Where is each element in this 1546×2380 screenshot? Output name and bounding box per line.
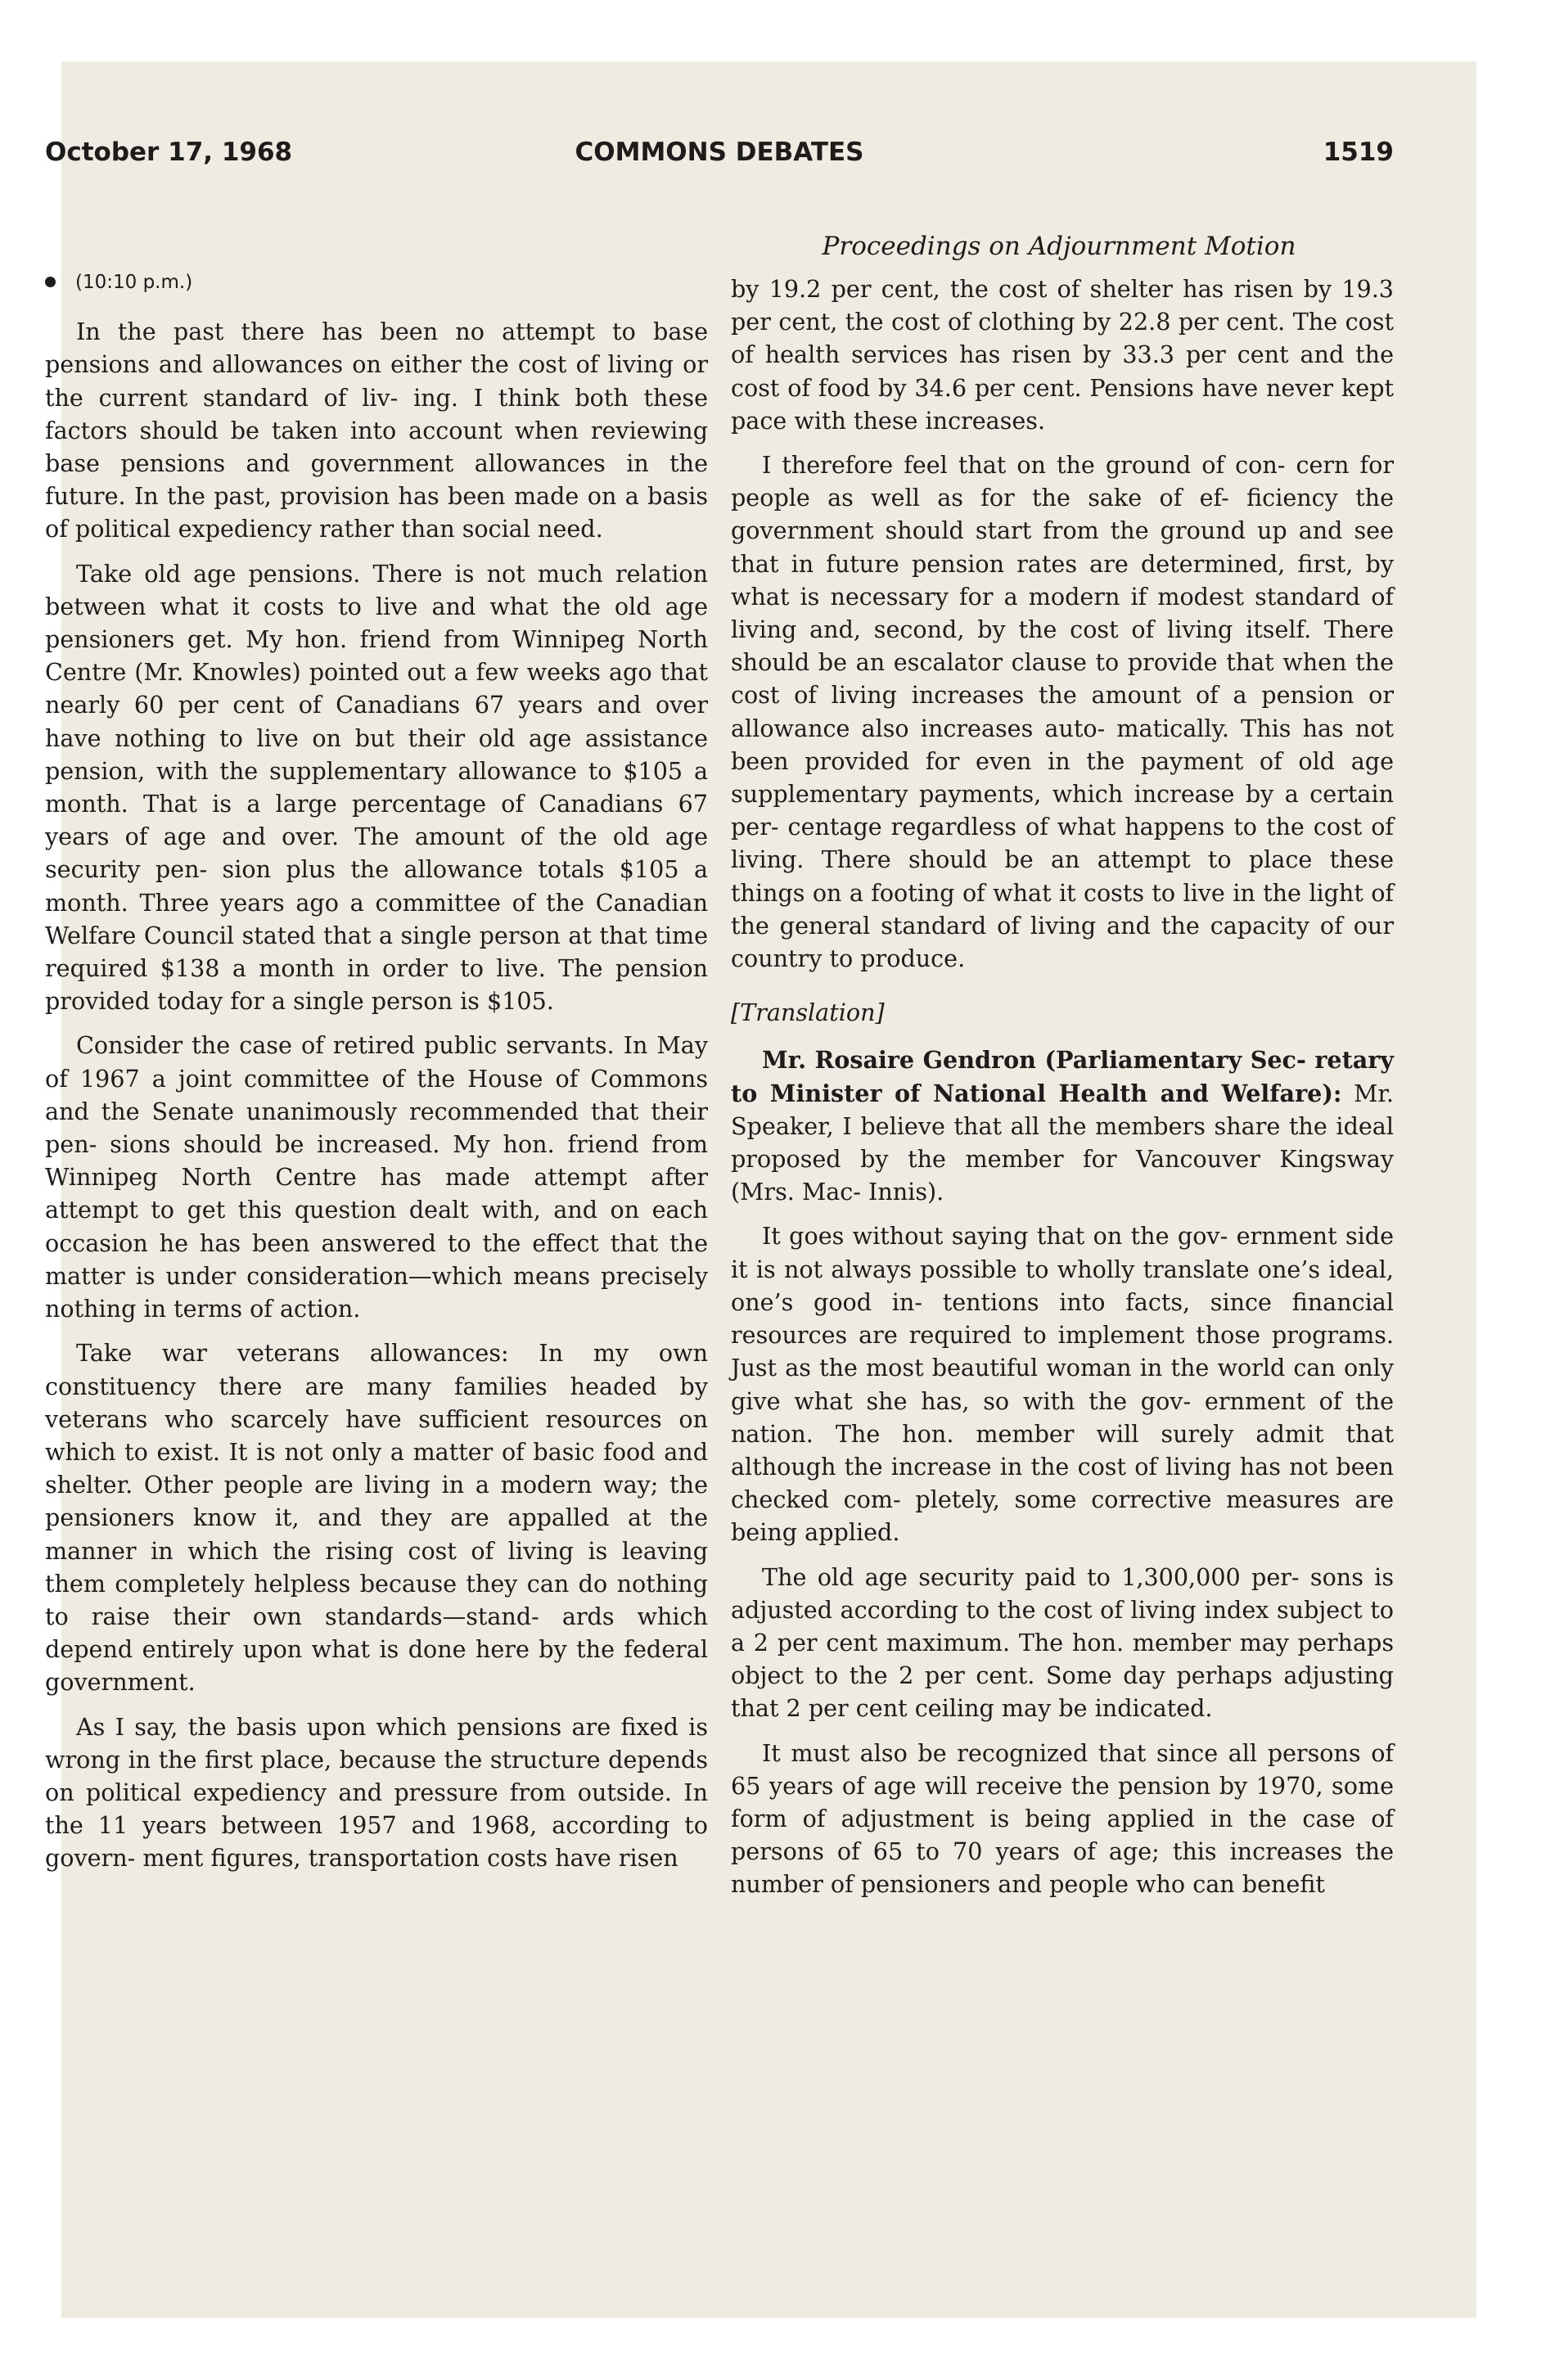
header-title: COMMONS DEBATES	[575, 137, 864, 167]
paragraph: As I say, the basis upon which pensions are fixed is wrong in the first place, because the structure depends on political expediency and pressure from outside. In the 11 years between 1957 and 1968, according to govern- ment figures, transportation costs have risen	[45, 1712, 708, 1873]
paragraph: In the past there has been no attempt to base pensions and allowances on either the cost of living or the current standard of liv- ing. I think both these factors should be taken into account when reviewing base pensions and government allowances in the future. In the past, provision has been made on a basis of political expediency rather than social need.	[45, 318, 708, 543]
paragraph: It goes without saying that on the gov- ernment side it is not always possible to wholly translate one’s ideal, one’s good in- tentions into facts, since financial resources are required to implement those programs. Just as the most beautiful woman in the world can only give what she has, so with the gov- ernment of the nation. The hon. member will surely admit that although the increase in the cost of living has not been checked com- pletely, some corrective measures are being applied.	[731, 1222, 1394, 1547]
time-stamp-line	[45, 266, 708, 299]
paragraph: The old age security paid to 1,300,000 per- sons is adjusted according to the cost of living index subject to a 2 per cent maximum. The hon. member may perhaps object to the 2 per cent. Some day perhaps adjusting that 2 per cent ceiling may be indicated.	[731, 1562, 1394, 1723]
paragraph: It must also be recognized that since all persons of 65 years of age will receive the pension by 1970, some form of adjustment is being applied in the case of persons of 65 to 70 years of age; this increases the number of pensioners and people who can benefit	[731, 1738, 1394, 1899]
section-subheader: Proceedings on Adjournment Motion	[822, 232, 1296, 261]
page-header	[45, 137, 1394, 175]
continuation-paragraph: by 19.2 per cent, the cost of shelter has risen by 19.3 per cent, the cost of clothing by 22.8 per cent. The cost of health services has risen by 33.3 per cent and the cost of food by 34.6 per cent. Pensions have never kept pace with these increases.	[731, 275, 1394, 435]
speaker-name: Mr. Rosaire Gendron (Parliamentary Sec- retary to Minister of National Health and Welfare):	[731, 1046, 1394, 1107]
header-page-number: 1519	[1323, 137, 1394, 167]
paragraph: I therefore feel that on the ground of con- cern for people as well as for the sake of ef- ficiency the government should start from the ground up and see that in future pension rates are determined, first, by what is necessary for a modern if modest standard of living and, second, by the cost of living itself. There should be an escalator clause to provide that when the cost of living increases the amount of a pension or allowance also increases auto- matically. This has not been provided for even in the payment of old age supplementary payments, which increase by a certain per- centage regardless of what happens to the cost of living. There should be an attempt to place these things on a footing of what it costs to live in the light of the general standard of living and the capacity of our country to produce.	[731, 451, 1394, 973]
bullet-icon	[45, 277, 56, 287]
left-column	[45, 266, 708, 2140]
time-stamp: (10:10 p.m.)	[75, 272, 193, 293]
paragraph: Take old age pensions. There is not much relation between what it costs to live and what the old age pensioners get. My hon. friend from Winnipeg North Centre (Mr. Knowles) pointed out a few weeks ago that nearly 60 per cent of Canadians 67 years and over have nothing to live on but their old age assistance pension, with the supplementary allowance to $105 a month. That is a large percentage of Canadians 67 years of age and over. The amount of the old age security pen- sion plus the allowance totals $105 a month. Three years ago a committee of the Canadian Welfare Council stated that a single person at that time required $138 a month in order to live. The pension provided today for a single person is $105.	[45, 559, 708, 1016]
header-date: October 17, 1968	[45, 137, 293, 167]
paragraph: Consider the case of retired public servants. In May of 1967 a joint committee of the House of Commons and the Senate unanimously recommended that their pen- sions should be increased. My hon. friend from Winnipeg North Centre has made attempt after attempt to get this question dealt with, and on each occasion he has been answered to the effect that the matter is under consideration—which means precisely nothing in terms of action.	[45, 1031, 708, 1323]
speaker-paragraph	[731, 1044, 1394, 1208]
right-column	[731, 273, 1394, 2147]
translation-label: [Translation]	[731, 998, 885, 1027]
paragraph: Take war veterans allowances: In my own constituency there are many families headed by veterans who scarcely have sufficient resources on which to exist. It is not only a matter of basic food and shelter. Other people are living in a modern way; the pensioners know it, and they are appalled at the manner in which the rising cost of living is leaving them completely helpless because they can do nothing to raise their own standards—stand- ards which depend entirely upon what is done here by the federal government.	[45, 1339, 708, 1697]
speaker-text: Mr. Speaker, I believe that all the members share the ideal proposed by the member for Vancouver Kingsway (Mrs. Mac- Innis).	[731, 1079, 1394, 1206]
